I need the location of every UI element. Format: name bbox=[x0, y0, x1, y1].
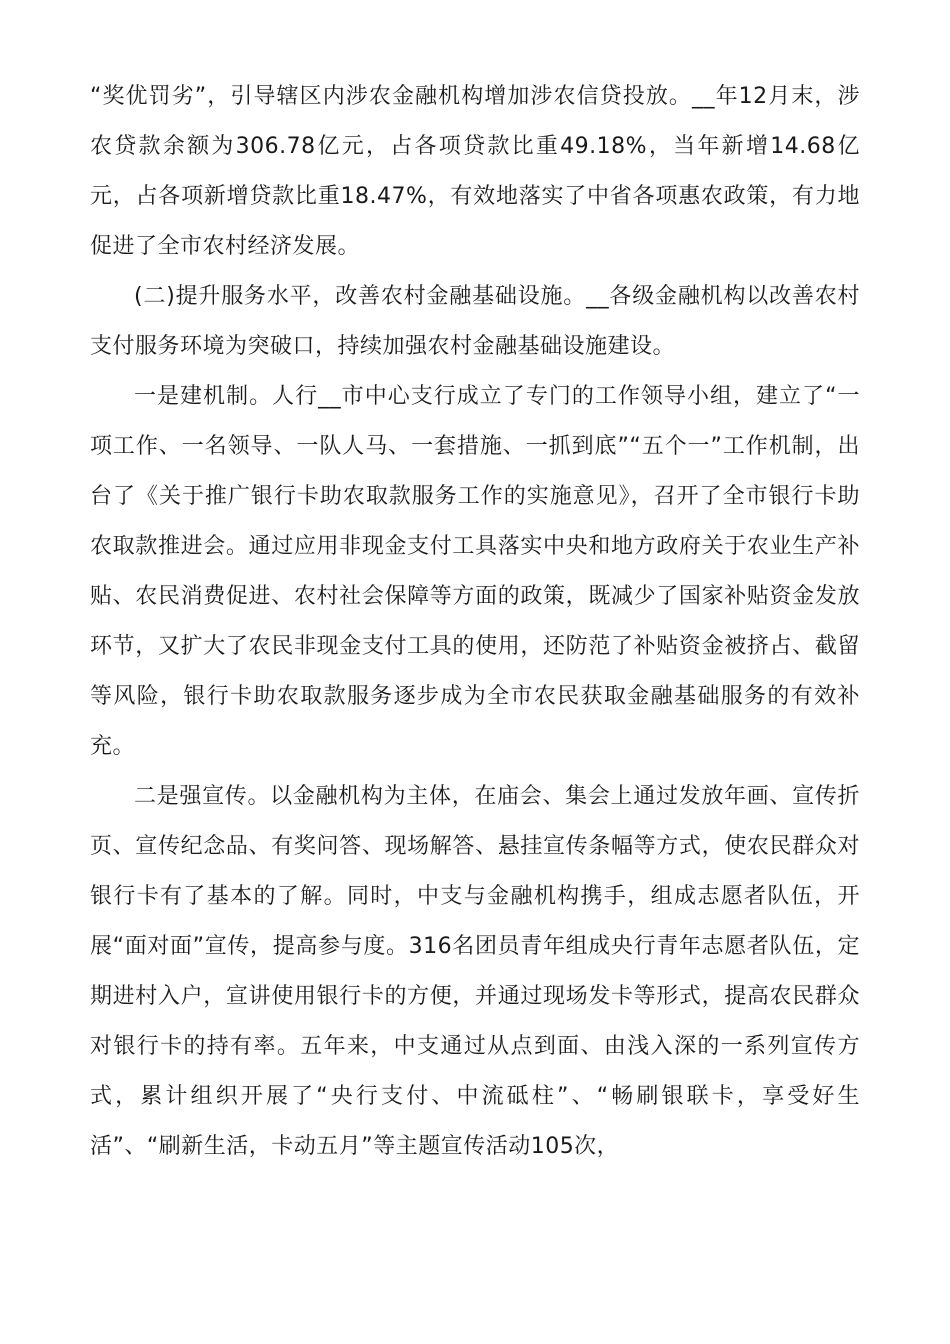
paragraph-strengthen-publicity: 二是强宣传。以金融机构为主体，在庙会、集会上通过发放年画、宣传折页、宣传纪念品、有奖问答、现场解答、悬挂宣传条幅等方式，使农民群众对银行卡有了基本的了解。同时，中支与金融机构携手，组成志愿者队伍，开展“面对面”宣传，提高参与度。316名团员青年组成央行青年志愿者队伍，定期进村入户，宣讲使用银行卡的方便，并通过现场发卡等形式，提高农民群众对银行卡的持有率。五年来，中支通过从点到面、由浅入深的一系列宣传方式，累计组织开展了“央行支付、中流砥柱”、“畅刷银联卡，享受好生活”、“刷新生活，卡动五月”等主题宣传活动105次， bbox=[90, 784, 860, 1159]
paragraph-agri-loans: “奖优罚劣”，引导辖区内涉农金融机构增加涉农信贷投放。__年12月末，涉农贷款余额为306.78亿元，占各项贷款比重49.18%，当年新增14.68亿元，占各项新增贷款比重18.47%，有效地落实了中省各项惠农政策，有力地促进了全市农村经济发展。 bbox=[90, 84, 860, 259]
paragraph-build-mechanism: 一是建机制。人行__市中心支行成立了专门的工作领导小组，建立了“一项工作、一名领导、一队人马、一套措施、一抓到底”“五个一”工作机制，出台了《关于推广银行卡助农取款服务工作的实施意见》，召开了全市银行卡助农取款推进会。通过应用非现金支付工具落实中央和地方政府关于农业生产补贴、农民消费促进、农村社会保障等方面的政策，既减少了国家补贴资金发放环节，又扩大了农民非现金支付工具的使用，还防范了补贴资金被挤占、截留等风险，银行卡助农取款服务逐步成为全市农民获取金融基础服务的有效补充。 bbox=[90, 384, 860, 759]
document-body bbox=[90, 72, 860, 1172]
paragraph-service-improvement: (二)提升服务水平，改善农村金融基础设施。__各级金融机构以改善农村支付服务环境为突破口，持续加强农村金融基础设施建设。 bbox=[90, 284, 860, 359]
